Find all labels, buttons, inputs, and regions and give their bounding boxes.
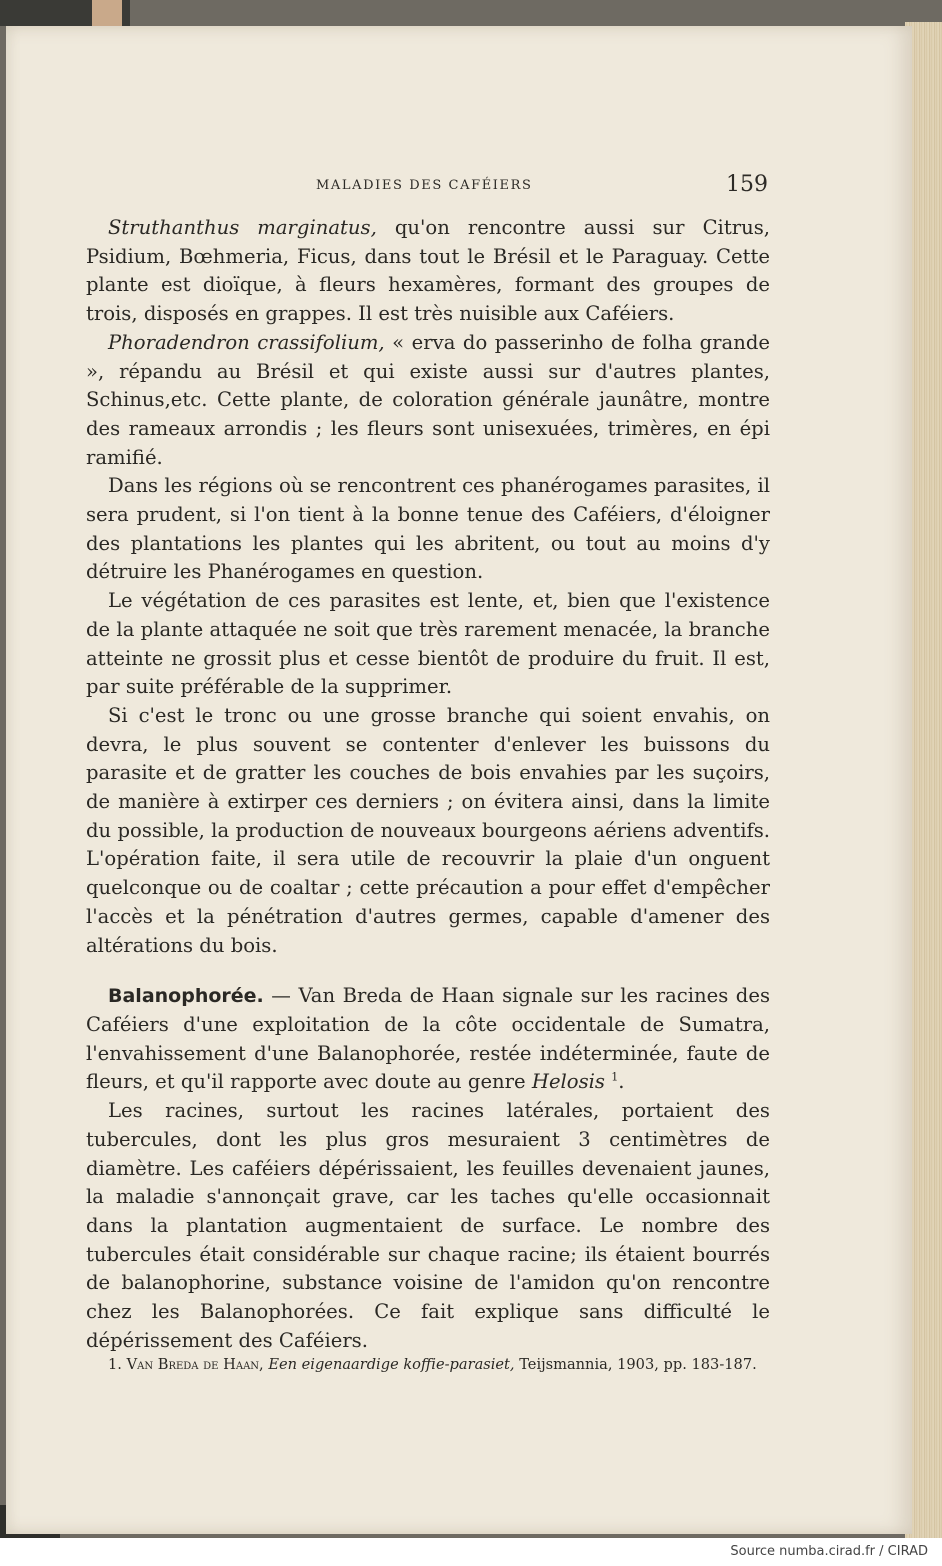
footnote: 1. Van Breda de Haan, Een eigenaardige koffie-parasiet, Teijsmannia, 1903, pp. 183-187. bbox=[108, 1356, 757, 1374]
section-heading: Balanophorée. bbox=[108, 985, 264, 1008]
footnote-author: Van Breda de Haan, bbox=[126, 1356, 264, 1374]
species-name: Struthanthus marginatus, bbox=[108, 216, 377, 239]
paragraph-regions: Dans les régions où se rencontrent ces phanérogames parasites, il sera prudent, si l'on tient à la bonne tenue des Caféiers, d'éloigner des plantations les plantes qui les abritent, ou tout au moins d'y détruire les Phanérogames en question. bbox=[86, 474, 770, 584]
paragraph-balanophoree: Balanophorée. — Van Breda de Haan signale sur les racines des Caféiers d'une exploitation de la côte occidentale de Sumatra, l'envahissement d'une Balanophorée, restée indéterminée, faute de fleurs, et qu'il rapporte avec doute au genre Helosis $^1$. bbox=[86, 984, 770, 1094]
paragraph-treatment: Si c'est le tronc ou une grosse branche qui soient envahis, on devra, le plus souvent se contenter d'enlever les buissons du parasite et de gratter les couches de bois envahies par les suçoirs, de manière à extirper ces derniers ; on évitera ainsi, dans la limite du possible, la production de nouveaux bourgeons aériens adventifs. L'opération faite, il sera utile de recouvrir la plaie d'un onguent quelconque ou de coaltar ; cette précaution a pour effet d'empêcher l'accès et la pénétration d'autres germes, capable d'amener des altérations du bois. bbox=[86, 703, 770, 957]
scan-corner-top-left bbox=[0, 0, 130, 26]
source-credit: Source numba.cirad.fr / CIRAD bbox=[730, 1544, 928, 1559]
footnote-ref: 1 bbox=[611, 1070, 619, 1084]
genus-name: Helosis bbox=[531, 1070, 605, 1094]
species-name: Phoradendron crassifolium, bbox=[108, 330, 385, 354]
body-text bbox=[86, 214, 770, 1375]
running-head: MALADIES DES CAFÉIERS bbox=[316, 178, 533, 193]
paragraph-racines: Les racines, surtout les racines latérales, portaient des tubercules, dont les plus gros mesuraient 3 centimètres de diamètre. Les caféiers dépérissaient, les feuilles devenaient jaunes, la maladie s'annonçait grave, car les taches qu'elle occasionnait dans la plantation augmentaient de surface. Le nombre des tubercules était considérable sur chaque racine; ils étaient bourrés de balanophorine, substance voisine de l'amidon qu'on rencontre chez les Balanophorées. Ce fait explique sans difficulté le dépérissement des Caféiers. bbox=[86, 1099, 770, 1352]
paragraph-phoradendron: Phoradendron crassifolium, « erva do passerinho de folha grande », répandu au Brésil et qui existe aussi sur d'autres plantes, Schinus,etc. Cette plante, de coloration générale jaunâtre, montre des rameaux arrondis ; les fleurs sont unisexuées, trimères, en épi ramifié. bbox=[86, 330, 770, 469]
footnote-title: Een eigenaardige koffie-parasiet, bbox=[268, 1356, 515, 1374]
paragraph-vegetation: Le végétation de ces parasites est lente, et, bien que l'existence de la plante attaquée ne soit que très rarement menacée, la branche atteinte ne grossit plus et cesse bientôt de produire du fruit. Il est, par suite préférable de la supprimer. bbox=[86, 589, 770, 699]
page-number: 159 bbox=[726, 172, 768, 197]
page-header bbox=[86, 172, 776, 202]
paragraph-struthanthus: Struthanthus marginatus, qu'on rencontre aussi sur Citrus, Psidium, Bœhmeria, Ficus, dans tout le Brésil et le Paraguay. Cette plante est dioïque, à fleurs hexamères, formant des groupes de trois, disposés en grappes. Il est très nuisible aux Caféiers. bbox=[86, 216, 770, 326]
